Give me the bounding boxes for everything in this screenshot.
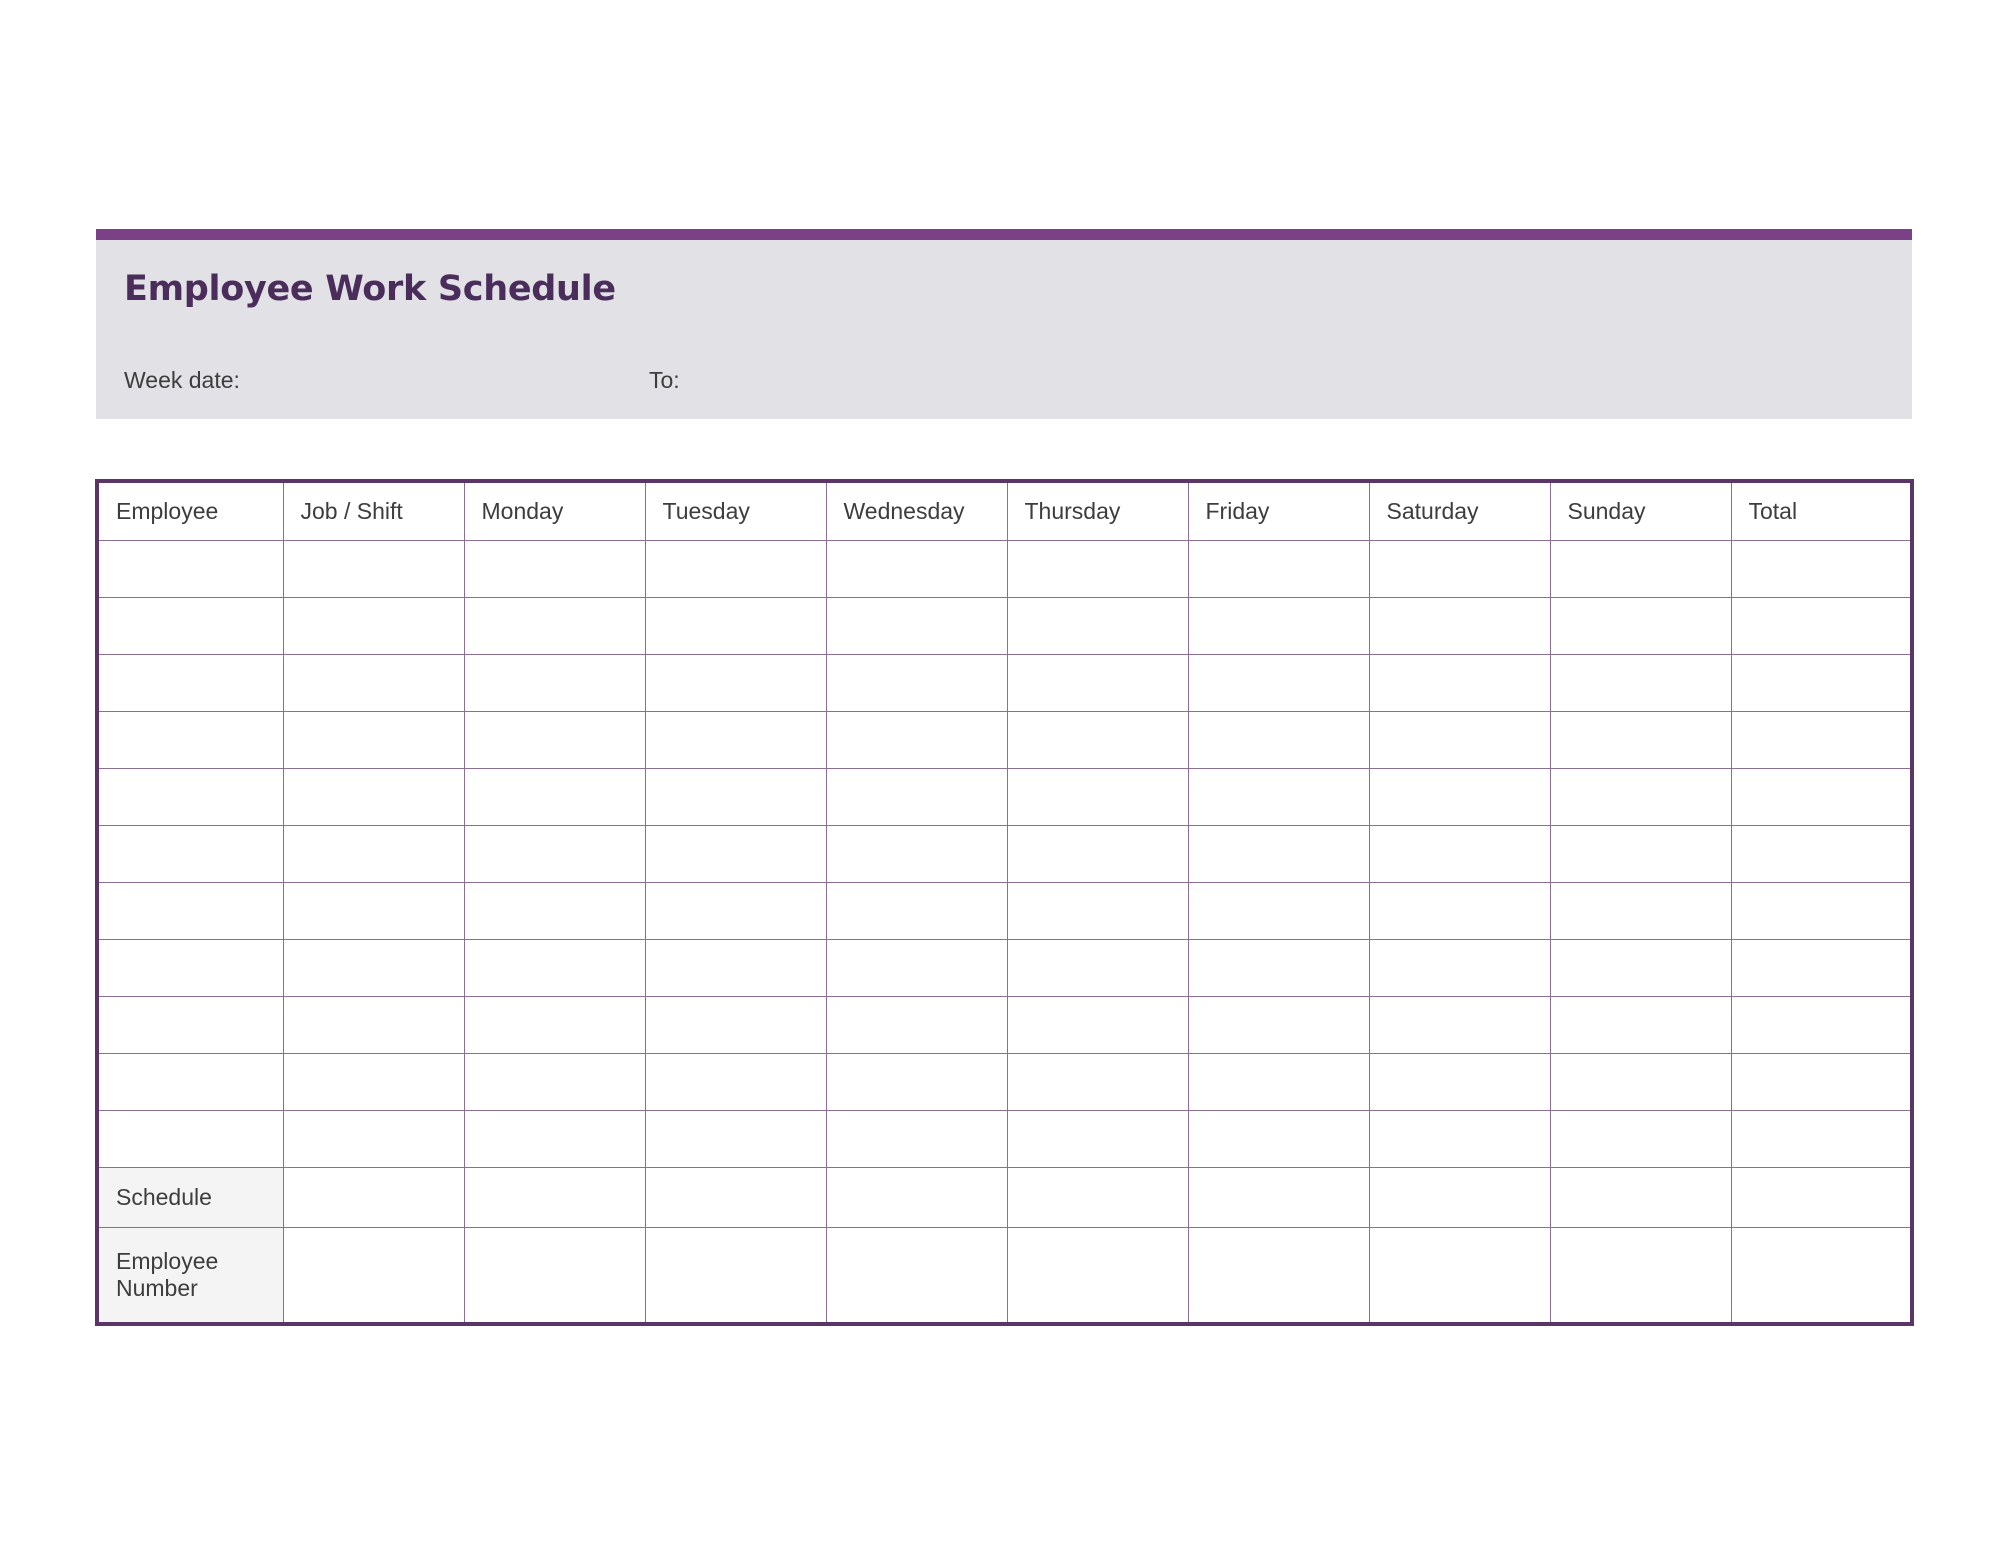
table-cell[interactable] xyxy=(826,541,1007,598)
column-header-sunday: Sunday xyxy=(1550,481,1731,541)
table-cell[interactable] xyxy=(1188,940,1369,997)
column-header-friday: Friday xyxy=(1188,481,1369,541)
table-cell[interactable] xyxy=(464,1168,645,1228)
table-cell[interactable] xyxy=(464,541,645,598)
table-cell[interactable] xyxy=(283,940,464,997)
table-cell[interactable] xyxy=(283,1054,464,1111)
week-date-label: Week date: xyxy=(124,367,240,393)
table-cell[interactable] xyxy=(97,769,283,826)
table-cell[interactable] xyxy=(464,1111,645,1168)
table-cell[interactable] xyxy=(826,883,1007,940)
table-cell[interactable] xyxy=(1731,598,1912,655)
table-cell[interactable] xyxy=(1007,769,1188,826)
table-cell[interactable] xyxy=(97,1054,283,1111)
table-cell[interactable] xyxy=(283,712,464,769)
table-cell[interactable] xyxy=(464,598,645,655)
table-cell[interactable] xyxy=(1731,826,1912,883)
table-cell[interactable] xyxy=(1007,940,1188,997)
table-cell[interactable] xyxy=(97,541,283,598)
table-cell[interactable] xyxy=(97,1111,283,1168)
table-cell[interactable] xyxy=(1188,997,1369,1054)
table-cell[interactable] xyxy=(1550,655,1731,712)
column-header-tuesday: Tuesday xyxy=(645,481,826,541)
table-cell[interactable] xyxy=(645,826,826,883)
column-header-saturday: Saturday xyxy=(1369,481,1550,541)
table-cell[interactable] xyxy=(283,1228,464,1324)
table-cell[interactable] xyxy=(464,940,645,997)
table-cell[interactable] xyxy=(1188,598,1369,655)
table-cell[interactable] xyxy=(1550,1228,1731,1324)
table-cell[interactable] xyxy=(1188,1111,1369,1168)
table-cell[interactable] xyxy=(645,940,826,997)
table-cell[interactable] xyxy=(1731,1054,1912,1111)
table-cell[interactable] xyxy=(283,997,464,1054)
table-row xyxy=(97,598,1912,655)
table-row xyxy=(97,769,1912,826)
table-cell[interactable] xyxy=(645,541,826,598)
table-cell[interactable] xyxy=(283,1168,464,1228)
table-cell[interactable] xyxy=(1369,826,1550,883)
table-cell[interactable] xyxy=(1550,712,1731,769)
header-row xyxy=(97,481,1912,541)
table-cell[interactable] xyxy=(826,1228,1007,1324)
table-cell[interactable] xyxy=(283,598,464,655)
table-cell[interactable] xyxy=(645,1228,826,1324)
table-cell[interactable] xyxy=(1550,769,1731,826)
column-header-job-shift: Job / Shift xyxy=(283,481,464,541)
table-cell[interactable] xyxy=(1731,1168,1912,1228)
table-cell[interactable] xyxy=(97,940,283,997)
table-cell[interactable] xyxy=(464,1054,645,1111)
table-cell[interactable] xyxy=(1731,1111,1912,1168)
table-cell[interactable] xyxy=(1369,598,1550,655)
table-cell[interactable] xyxy=(645,1111,826,1168)
page-title: Employee Work Schedule xyxy=(124,269,616,309)
table-cell[interactable] xyxy=(1188,1054,1369,1111)
table-cell[interactable] xyxy=(1369,712,1550,769)
table-cell[interactable] xyxy=(1731,769,1912,826)
table-cell[interactable] xyxy=(1007,826,1188,883)
table-cell[interactable] xyxy=(645,769,826,826)
table-cell[interactable] xyxy=(1007,655,1188,712)
table-cell[interactable] xyxy=(1550,541,1731,598)
table-cell[interactable] xyxy=(1369,883,1550,940)
table-row xyxy=(97,712,1912,769)
table-cell[interactable] xyxy=(1007,598,1188,655)
to-label: To: xyxy=(649,367,680,393)
table-cell[interactable] xyxy=(1007,712,1188,769)
schedule-row xyxy=(97,1168,1912,1228)
table-row xyxy=(97,940,1912,997)
table-cell[interactable] xyxy=(1007,883,1188,940)
table-cell[interactable] xyxy=(1007,1054,1188,1111)
schedule-table xyxy=(95,479,1914,1326)
table-cell[interactable] xyxy=(464,1228,645,1324)
table-cell[interactable] xyxy=(97,598,283,655)
table-cell[interactable] xyxy=(826,1111,1007,1168)
table-cell[interactable] xyxy=(826,826,1007,883)
table-cell[interactable] xyxy=(645,598,826,655)
column-header-wednesday: Wednesday xyxy=(826,481,1007,541)
table-cell[interactable] xyxy=(1007,1111,1188,1168)
table-cell[interactable] xyxy=(645,655,826,712)
header-band xyxy=(96,229,1912,419)
table-cell[interactable] xyxy=(826,997,1007,1054)
table-cell[interactable] xyxy=(1369,541,1550,598)
table-cell[interactable] xyxy=(97,997,283,1054)
table-cell[interactable] xyxy=(826,1054,1007,1111)
table-cell[interactable] xyxy=(826,940,1007,997)
table-cell[interactable] xyxy=(1007,1168,1188,1228)
table-cell[interactable] xyxy=(1731,1228,1912,1324)
table-cell[interactable] xyxy=(464,883,645,940)
table-body xyxy=(97,541,1912,1325)
table-cell[interactable] xyxy=(645,1054,826,1111)
table-cell[interactable] xyxy=(1188,1228,1369,1324)
table-cell[interactable] xyxy=(97,712,283,769)
table-cell[interactable] xyxy=(464,712,645,769)
table-cell[interactable] xyxy=(1369,655,1550,712)
table-cell[interactable] xyxy=(283,1111,464,1168)
table-cell[interactable] xyxy=(1550,940,1731,997)
table-cell[interactable] xyxy=(283,769,464,826)
column-header-employee: Employee xyxy=(97,481,283,541)
table-cell[interactable] xyxy=(1731,655,1912,712)
table-row xyxy=(97,997,1912,1054)
table-cell[interactable] xyxy=(464,826,645,883)
table-row xyxy=(97,883,1912,940)
table-cell[interactable] xyxy=(1550,598,1731,655)
table-cell[interactable] xyxy=(645,1168,826,1228)
table-cell[interactable] xyxy=(1188,883,1369,940)
table-cell[interactable] xyxy=(1369,940,1550,997)
table-cell[interactable] xyxy=(1369,997,1550,1054)
table-cell[interactable] xyxy=(464,769,645,826)
table-cell[interactable] xyxy=(1369,1111,1550,1168)
table-cell[interactable] xyxy=(1188,541,1369,598)
table-row xyxy=(97,541,1912,598)
table-row xyxy=(97,1111,1912,1168)
table-cell[interactable] xyxy=(283,541,464,598)
table-cell[interactable] xyxy=(1550,1168,1731,1228)
table-cell[interactable] xyxy=(1369,1054,1550,1111)
table-cell[interactable] xyxy=(1188,769,1369,826)
table-cell[interactable] xyxy=(1550,997,1731,1054)
table-cell[interactable] xyxy=(1188,826,1369,883)
table-cell[interactable] xyxy=(826,1168,1007,1228)
table-cell[interactable] xyxy=(1007,541,1188,598)
column-header-thursday: Thursday xyxy=(1007,481,1188,541)
table-cell[interactable] xyxy=(1550,1111,1731,1168)
table-row xyxy=(97,826,1912,883)
table-cell[interactable] xyxy=(826,769,1007,826)
table-cell[interactable] xyxy=(1007,997,1188,1054)
table-cell[interactable] xyxy=(1188,655,1369,712)
table-cell[interactable] xyxy=(464,655,645,712)
table-cell[interactable] xyxy=(283,655,464,712)
table-row xyxy=(97,1054,1912,1111)
table-cell[interactable] xyxy=(1731,940,1912,997)
header-accent-bar xyxy=(96,229,1912,240)
table-cell[interactable] xyxy=(1550,883,1731,940)
column-header-monday: Monday xyxy=(464,481,645,541)
table-cell[interactable] xyxy=(97,826,283,883)
table-cell[interactable] xyxy=(1731,712,1912,769)
table-cell[interactable] xyxy=(826,598,1007,655)
table-row xyxy=(97,655,1912,712)
table-cell[interactable] xyxy=(1369,1228,1550,1324)
table-cell[interactable] xyxy=(283,883,464,940)
table-cell[interactable] xyxy=(283,826,464,883)
table-cell[interactable] xyxy=(1369,769,1550,826)
table-cell[interactable] xyxy=(826,655,1007,712)
table-cell[interactable] xyxy=(826,712,1007,769)
row-label-employee-number: Employee Number xyxy=(97,1228,283,1324)
table-cell[interactable] xyxy=(1369,1168,1550,1228)
row-label-schedule: Schedule xyxy=(97,1168,283,1228)
table-cell[interactable] xyxy=(1188,712,1369,769)
table-cell[interactable] xyxy=(97,883,283,940)
table-cell[interactable] xyxy=(1188,1168,1369,1228)
table-cell[interactable] xyxy=(1007,1228,1188,1324)
table-cell[interactable] xyxy=(645,712,826,769)
table-cell[interactable] xyxy=(1731,883,1912,940)
employee-number-row xyxy=(97,1228,1912,1324)
table-cell[interactable] xyxy=(1731,997,1912,1054)
table-cell[interactable] xyxy=(1550,826,1731,883)
table-cell[interactable] xyxy=(1550,1054,1731,1111)
table-cell[interactable] xyxy=(464,997,645,1054)
table-cell[interactable] xyxy=(645,997,826,1054)
column-header-total: Total xyxy=(1731,481,1912,541)
table-cell[interactable] xyxy=(1731,541,1912,598)
table-cell[interactable] xyxy=(97,655,283,712)
table-cell[interactable] xyxy=(645,883,826,940)
